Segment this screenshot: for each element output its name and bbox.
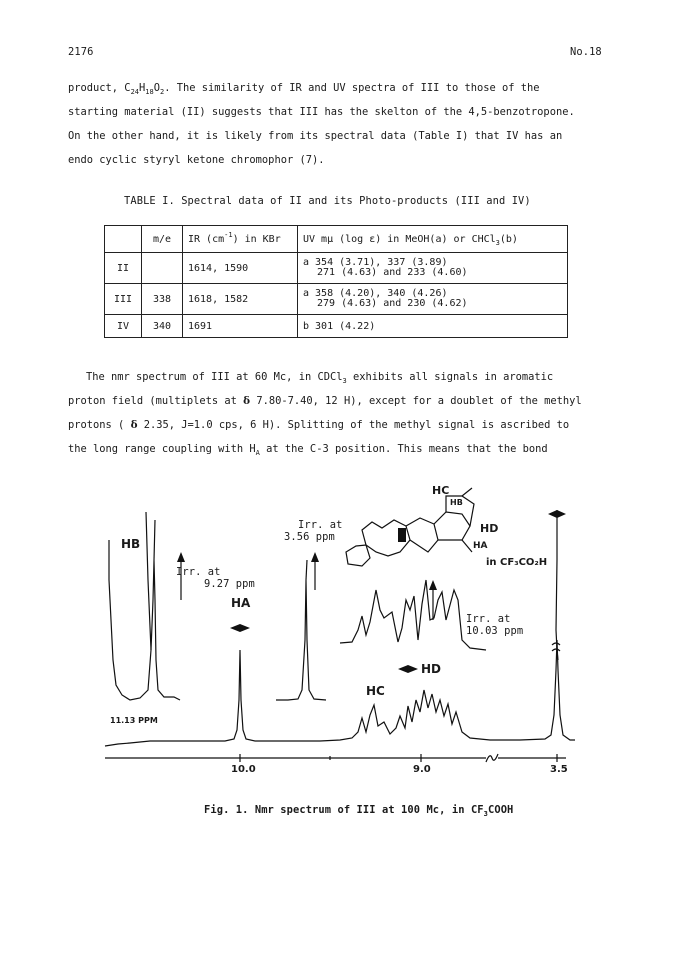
para1-line1: product, $C_{24}H_{18}O_2$. The similarity of IR and UV spectra of III to those of the	[68, 82, 540, 96]
cell-uv: b 301 (4.22)	[298, 315, 568, 338]
page-number: 2176	[68, 46, 94, 58]
main-spectrum	[105, 640, 575, 746]
label-hd: HD	[421, 662, 442, 676]
cell-me: 338	[142, 284, 183, 315]
table-caption: TABLE I. Spectral data of II and its Photo-products (III and IV)	[124, 195, 531, 207]
cell-me: 340	[142, 315, 183, 338]
para2-line4: the long range coupling with $H_A$ at the C-3 position. This means that the bond	[68, 443, 548, 457]
cell-compound: II	[105, 253, 142, 284]
label-irr-3-56-line1: Irr. at	[298, 519, 343, 531]
spectral-data-table	[104, 225, 568, 338]
figure-caption: Fig. 1. Nmr spectrum of III at 100 Mc, in $CF_3COOH$	[204, 804, 514, 818]
molecule-label-hb: HB	[450, 498, 463, 507]
table-row	[105, 315, 568, 338]
table-row	[105, 253, 568, 284]
para1-line2: starting material (II) suggests that III has the skelton of the 4,5-benzotropone.	[68, 106, 575, 118]
nmr-spectrum-figure	[0, 470, 680, 790]
inset-irr-trace	[276, 580, 326, 700]
label-irr-9-27-line1: Irr. at	[176, 566, 221, 578]
header-me: m/e	[142, 226, 183, 253]
cell-compound: IV	[105, 315, 142, 338]
axis-label-10-0: 10.0	[231, 764, 256, 775]
molecule-label-hc: HC	[432, 484, 450, 497]
para2-line1: The nmr spectrum of III at 60 Mc, in CDCl$_3$ exhibits all signals in aromatic	[86, 371, 554, 385]
inset-decoupled-trace	[340, 580, 486, 650]
label-irr-10-03-line2: 10.03 ppm	[466, 625, 524, 637]
journal-number: No.18	[570, 46, 602, 58]
para2-line2: proton field (multiplets at δ 7.80-7.40, 12 H), except for a doublet of the methyl	[68, 395, 582, 407]
header-compound	[105, 226, 142, 253]
label-hb: HB	[121, 537, 141, 551]
cell-ir: 1614, 1590	[183, 253, 298, 284]
para1-line4: endo cyclic styryl ketone chromophor (7).	[68, 154, 325, 166]
cell-me	[142, 253, 183, 284]
label-irr-9-27-line2: 9.27 ppm	[204, 578, 255, 590]
molecule-label-ha: HA	[473, 541, 488, 551]
header-uv: UV mμ (log ε) in MeOH(a) or CHCl$_3$(b)	[298, 226, 568, 253]
label-11-13-ppm: 11.13 PPM	[110, 716, 158, 725]
para2-line3: protons ( δ 2.35, J=1.0 cps, 6 H). Splitting of the methyl signal is ascribed to	[68, 419, 570, 431]
cell-uv: a 354 (3.71), 337 (3.89) 271 (4.63) and 233 (4.60)	[298, 253, 568, 284]
molecule-label-hd: HD	[480, 522, 499, 535]
label-hc: HC	[366, 684, 385, 698]
header-ir: IR $(cm^{-1})$ in KBr	[183, 226, 298, 253]
axis-label-3-5: 3.5	[550, 764, 568, 775]
axis-label-9-0: 9.0	[413, 764, 431, 775]
label-ha: HA	[231, 596, 251, 610]
inset-hb-trace	[109, 560, 180, 700]
label-irr-10-03-line1: Irr. at	[466, 613, 511, 625]
table-header-row	[105, 226, 568, 253]
table-row	[105, 284, 568, 315]
cell-uv: a 358 (4.20), 340 (4.26) 279 (4.63) and 230 (4.62)	[298, 284, 568, 315]
cell-ir: 1691	[183, 315, 298, 338]
label-solvent: in CF₃CO₂H	[486, 557, 548, 568]
para1-line3: On the other hand, it is likely from its spectral data (Table I) that IV has an	[68, 130, 563, 142]
label-irr-3-56-line2: 3.56 ppm	[284, 531, 335, 543]
cell-compound: III	[105, 284, 142, 315]
cell-ir: 1618, 1582	[183, 284, 298, 315]
